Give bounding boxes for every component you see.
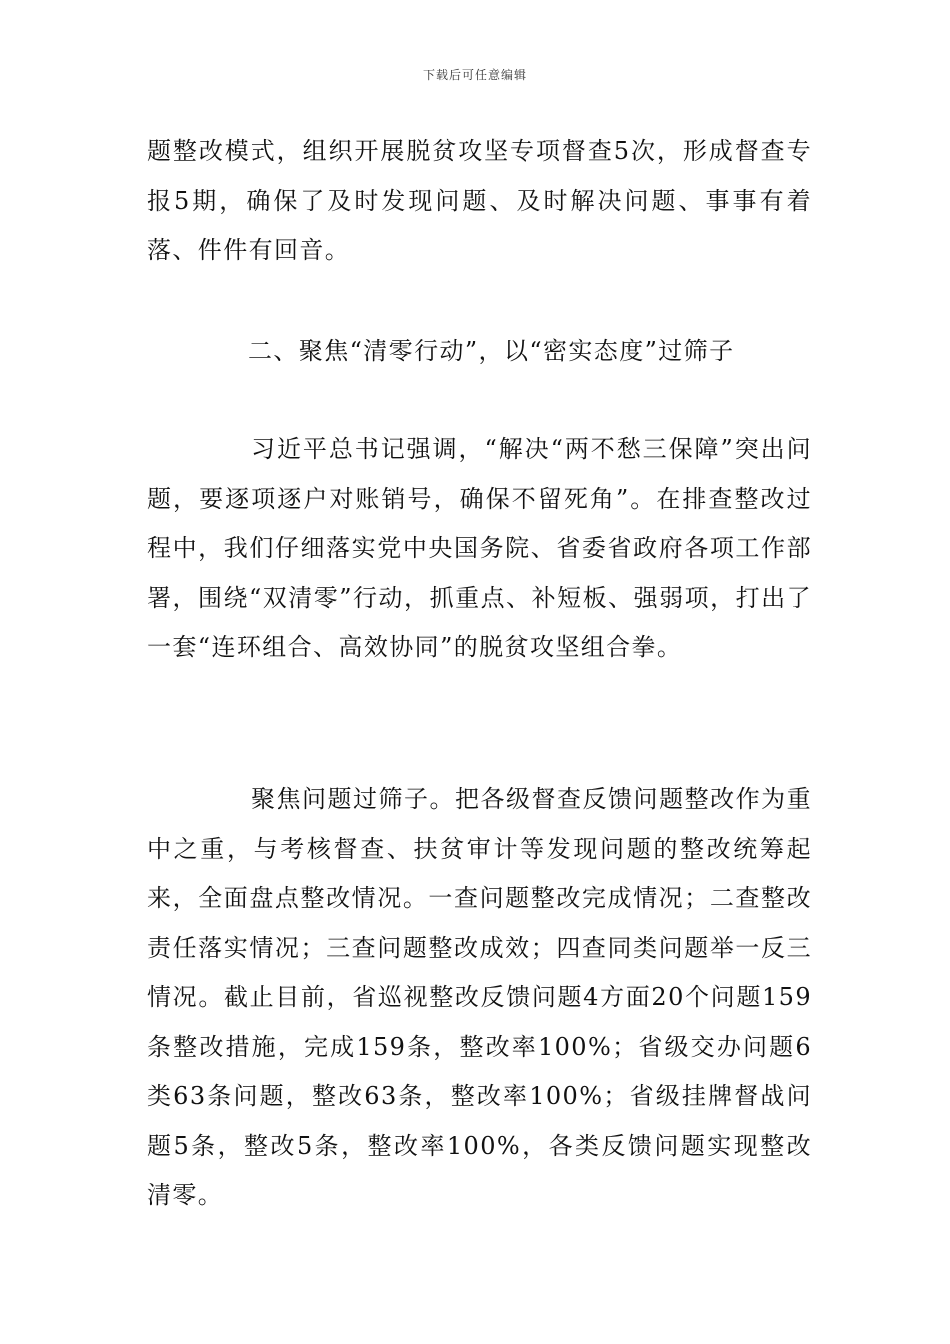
paragraph-2: 习近平总书记强调，“解决“两不愁三保障”突出问题，要逐项逐户对账销号，确保不留死角”。在排查整改过程中，我们仔细落实党中央国务院、省委省政府各项工作部署，围绕“双清零”行动，抓重点、补短板、强弱项，打出了一套“连环组合、高效协同”的脱贫攻坚组合拳。 (147, 435, 812, 661)
paragraph-1: 题整改模式，组织开展脱贫攻坚专项督查5次，形成督查专报5期，确保了及时发现问题、及时解决问题、事事有着落、件件有回音。 (147, 137, 812, 264)
paragraph-3: 聚焦问题过筛子。把各级督查反馈问题整改作为重中之重，与考核督查、扶贫审计等发现问题的整改统筹起来，全面盘点整改情况。一查问题整改完成情况；二查整改责任落实情况；三查问题整改成效；四查同类问题举一反三情况。截止目前，省巡视整改反馈问题4方面20个问题159条整改措施，完成159条，整改率100%；省级交办问题6类63条问题，整改63条，整改率100%；省级挂牌督战问题5条，整改5条，整改率100%，各类反馈问题实现整改清零。 (147, 785, 812, 1209)
section-heading-2: 二、聚焦“清零行动”，以“密实态度”过筛子 (248, 337, 735, 365)
page-header: 下载后可任意编辑 (422, 68, 527, 82)
